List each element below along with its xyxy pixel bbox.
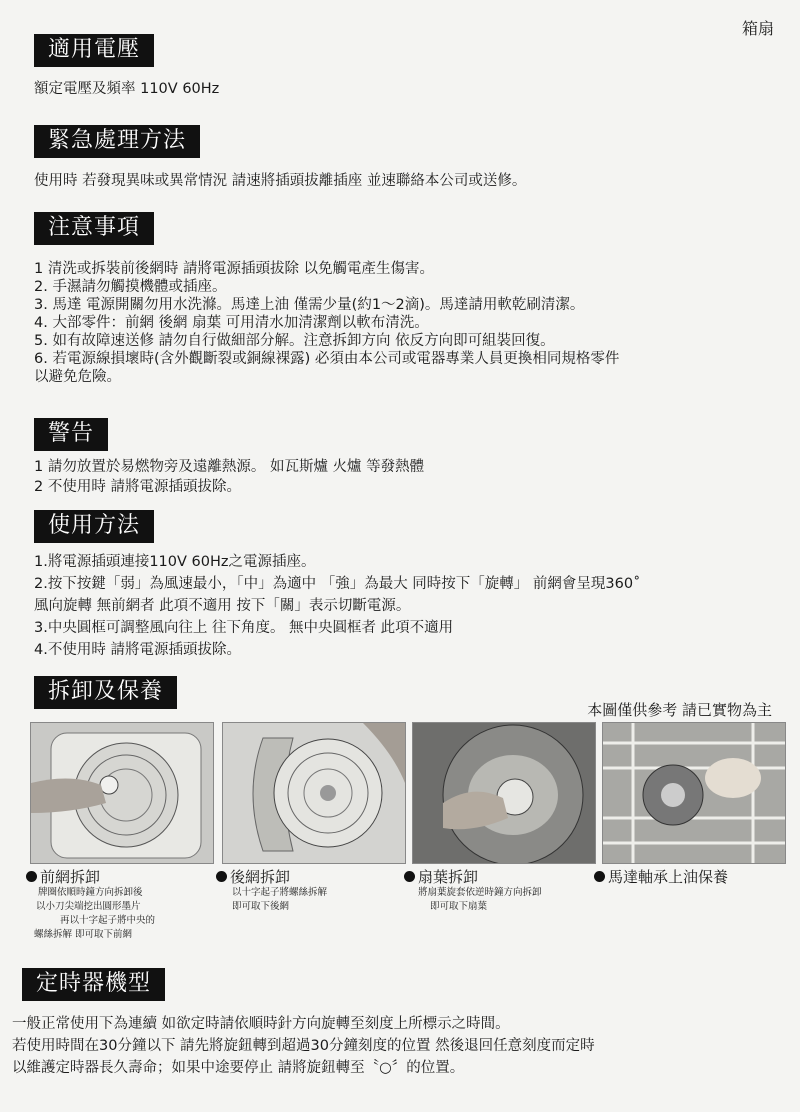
emergency-heading: 緊急處理方法 xyxy=(34,125,200,158)
step-front-desc-4: 螺絲拆解 即可取下前網 xyxy=(34,929,133,940)
step-motor-title xyxy=(594,866,728,887)
warning-line-2: 2 不使用時 請將電源插頭拔除。 xyxy=(34,479,241,495)
caution-line-4: 4. 大部零件：前網 後網 扇葉 可用清水加清潔劑以軟布清洗。 xyxy=(34,315,429,331)
timer-line-2: 若使用時間在30分鐘以下 請先將旋鈕轉到超過30分鐘刻度的位置 然後退回任意刻度而定時 xyxy=(12,1038,595,1054)
step-front-desc-1: 牌圈依順時鐘方向拆卸後 xyxy=(38,887,143,898)
step-front-desc-3: 再以十字起子將中央的 xyxy=(60,915,156,926)
caution-line-3: 3. 馬達 電源開關勿用水洗滌。馬達上油 僅需少量(約1～2滴)。馬達請用軟乾刷清潔。 xyxy=(34,297,585,313)
bullet-icon xyxy=(216,871,227,882)
usage-line-4: 3.中央圓框可調整風向往上 往下角度。 無中央圓框者 此項不適用 xyxy=(34,620,454,636)
cautions-heading: 注意事項 xyxy=(34,212,154,245)
front-grille-photo xyxy=(30,722,214,864)
usage-line-1: 1.將電源插頭連接110V 60Hz之電源插座。 xyxy=(34,554,316,570)
step-rear-desc-2: 即可取下後網 xyxy=(232,901,290,912)
product-type-label: 箱扇 xyxy=(741,19,774,38)
rear-grille-photo xyxy=(222,722,406,864)
step-title-text: 前網拆卸 xyxy=(40,868,101,886)
maintenance-photos xyxy=(30,722,788,862)
step-rear-grille-title xyxy=(216,866,290,887)
timer-line-3: 以維護定時器長久壽命；如果中途要停止 請將旋鈕轉至〝○〞的位置。 xyxy=(12,1060,465,1076)
bullet-icon xyxy=(26,871,37,882)
step-title-text: 馬達軸承上油保養 xyxy=(608,868,729,886)
caution-line-6: 6. 若電源線損壞時(含外觀斷裂或銅線裸露) 必須由本公司或電器專業人員更換相同規格零件 xyxy=(34,351,620,367)
timer-heading: 定時器機型 xyxy=(22,968,165,1001)
reference-note: 本圖僅供參考 請已實物為主 xyxy=(587,701,772,719)
usage-line-3: 風向旋轉 無前網者 此項不適用 按下「關」表示切斷電源。 xyxy=(34,598,411,614)
usage-heading: 使用方法 xyxy=(34,510,154,543)
caution-line-5: 5. 如有故障速送修 請勿自行做細部分解。注意拆卸方向 依反方向即可組裝回復。 xyxy=(34,333,555,349)
step-blade-desc-1: 將扇葉旋套依逆時鐘方向拆卸 xyxy=(418,887,542,898)
timer-line-1: 一般正常使用下為連續 如欲定時請依順時針方向旋轉至刻度上所標示之時間。 xyxy=(12,1016,510,1032)
usage-line-2: 2.按下按鍵「弱」為風速最小，「中」為適中 「強」為最大 同時按下「旋轉」 前網會呈現360˚ xyxy=(34,576,641,592)
caution-line-2: 2. 手濕請勿觸摸機體或插座。 xyxy=(34,279,227,295)
warning-heading: 警告 xyxy=(34,418,108,451)
bullet-icon xyxy=(594,871,605,882)
motor-oiling-photo xyxy=(602,722,786,864)
warning-line-1: 1 請勿放置於易燃物旁及遠離熱源。 如瓦斯爐 火爐 等發熱體 xyxy=(34,459,425,475)
usage-line-5: 4.不使用時 請將電源插頭拔除。 xyxy=(34,642,241,658)
caution-line-7: 以避免危險。 xyxy=(34,369,121,385)
step-blade-desc-2: 即可取下扇葉 xyxy=(430,901,488,912)
voltage-heading: 適用電壓 xyxy=(34,34,154,67)
step-front-grille-title xyxy=(26,866,100,887)
step-blade-title xyxy=(404,866,478,887)
bullet-icon xyxy=(404,871,415,882)
step-front-desc-2: 以小刀尖端挖出圓形墨片 xyxy=(36,901,141,912)
maintenance-heading: 拆卸及保養 xyxy=(34,676,177,709)
step-rear-desc-1: 以十字起子將螺絲拆解 xyxy=(232,887,328,898)
fan-blade-photo xyxy=(412,722,596,864)
emergency-text: 使用時 若發現異味或異常情況 請速將插頭拔離插座 並速聯絡本公司或送修。 xyxy=(34,173,527,189)
step-title-text: 扇葉拆卸 xyxy=(418,868,479,886)
step-title-text: 後網拆卸 xyxy=(230,868,291,886)
voltage-text: 額定電壓及頻率 110V 60Hz xyxy=(34,81,220,97)
caution-line-1: 1 清洗或拆裝前後網時 請將電源插頭拔除 以免觸電產生傷害。 xyxy=(34,261,435,277)
